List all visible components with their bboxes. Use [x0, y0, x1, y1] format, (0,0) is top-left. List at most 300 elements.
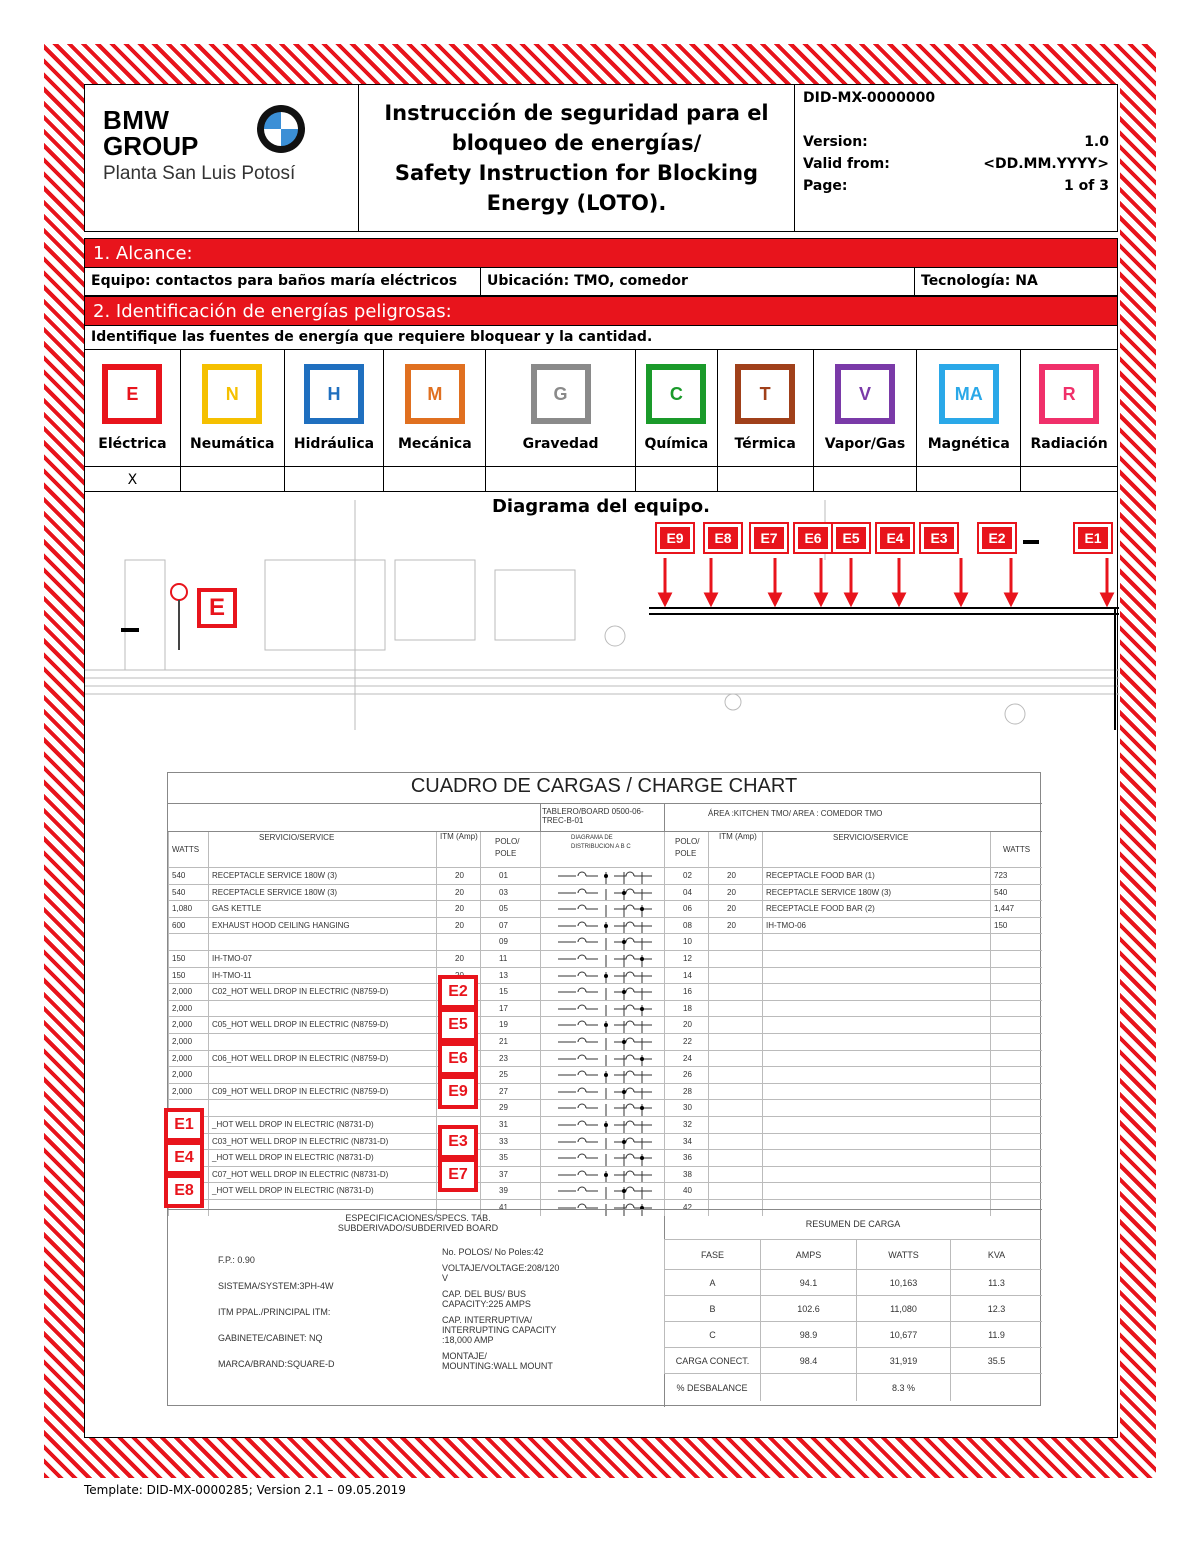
desbalance-label: % DESBALANCE — [676, 1383, 748, 1393]
table-cell — [708, 951, 762, 967]
arrow-head — [1006, 594, 1016, 604]
table-cell: _HOT WELL DROP IN ELECTRIC (N8731-D) — [208, 1117, 436, 1133]
breaker-symbol — [540, 968, 664, 984]
summary-cell: 10,677 — [856, 1322, 950, 1347]
title-line: Instrucción de seguridad para el — [384, 101, 769, 125]
table-cell — [990, 1167, 1042, 1183]
table-cell — [762, 1183, 990, 1199]
table-cell: C07_HOT WELL DROP IN ELECTRIC (N8731-D) — [208, 1167, 436, 1183]
table-cell — [762, 1117, 990, 1133]
table-cell — [990, 1017, 1042, 1033]
table-cell — [990, 1100, 1042, 1116]
table-cell — [708, 1084, 762, 1100]
table-cell: 30 — [664, 1100, 708, 1116]
specs-title: ESPECIFICACIONES/SPECS. TAB. SUBDERIVADO/SUBDERIVED BOARD — [337, 1213, 499, 1233]
energy-label: Química — [644, 436, 709, 452]
summary-row — [664, 1295, 1042, 1321]
table-cell: 32 — [664, 1117, 708, 1133]
header-pole-right: POLO/ POLE — [664, 832, 708, 867]
table-cell: 18 — [664, 1001, 708, 1017]
energy-hidrulica — [285, 350, 385, 491]
table-cell: 540 — [168, 868, 208, 884]
energy-trmica — [718, 350, 814, 491]
table-cell: 600 — [168, 918, 208, 934]
header-distribution: DIAGRAMA DE DISTRIBUCION A B C — [540, 832, 664, 867]
table-cell — [762, 1017, 990, 1033]
spec-item: CAP. INTERRUPTIVA/ INTERRUPTING CAPACITY :18,000 AMP — [442, 1315, 557, 1345]
spec-item: F.P.: 0.90 — [218, 1255, 255, 1265]
spec-item: GABINETE/CABINET: NQ — [218, 1333, 323, 1343]
table-cell — [762, 934, 990, 950]
summary-cell: KVA — [950, 1240, 1042, 1269]
table-cell — [762, 1167, 990, 1183]
energy-symbol-icon: R — [1039, 364, 1099, 424]
doc-id: DID-MX-0000000 — [803, 90, 936, 106]
table-row — [168, 1149, 1042, 1166]
table-row — [168, 884, 1042, 901]
chart-energy-tag: E4 — [164, 1141, 204, 1175]
table-cell — [708, 1200, 762, 1216]
table-cell: 723 — [990, 868, 1042, 884]
chart-energy-tag: E8 — [164, 1174, 204, 1208]
table-row — [168, 1116, 1042, 1133]
table-cell: 37 — [480, 1167, 540, 1183]
arrow-head — [660, 594, 670, 604]
table-cell: 07 — [480, 918, 540, 934]
table-cell: 01 — [480, 868, 540, 884]
table-cell: C09_HOT WELL DROP IN ELECTRIC (N8759-D) — [208, 1084, 436, 1100]
table-cell: 20 — [708, 885, 762, 901]
table-cell: 06 — [664, 901, 708, 917]
energy-mark — [384, 466, 485, 492]
table-cell: 33 — [480, 1134, 540, 1150]
table-cell: 540 — [990, 885, 1042, 901]
table-cell — [762, 951, 990, 967]
table-row — [168, 1016, 1042, 1033]
energy-label: Eléctrica — [98, 436, 167, 452]
table-cell — [708, 984, 762, 1000]
table-cell: 36 — [664, 1150, 708, 1166]
table-row — [168, 950, 1042, 967]
table-cell: 04 — [664, 885, 708, 901]
energy-label: Neumática — [189, 436, 275, 452]
table-cell: 26 — [664, 1067, 708, 1083]
energy-qumica — [636, 350, 718, 491]
desbalance-row — [664, 1373, 1042, 1401]
table-cell: 14 — [664, 968, 708, 984]
table-cell — [990, 984, 1042, 1000]
table-cell — [708, 934, 762, 950]
table-row — [168, 900, 1042, 917]
summary-cell: C — [664, 1322, 760, 1347]
table-cell: 20 — [708, 901, 762, 917]
spec-item: MONTAJE/ MOUNTING:WALL MOUNT — [442, 1351, 553, 1371]
table-cell: 23 — [480, 1051, 540, 1067]
table-cell: RECEPTACLE FOOD BAR (2) — [762, 901, 990, 917]
energy-symbol-icon: V — [835, 364, 895, 424]
arrow-head — [956, 594, 966, 604]
bmw-roundel-icon — [257, 105, 305, 153]
summary-cell: AMPS — [760, 1240, 856, 1269]
table-cell — [990, 1117, 1042, 1133]
plant-name: Planta San Luis Potosí — [103, 163, 296, 184]
table-cell: 150 — [168, 951, 208, 967]
breaker-symbol — [540, 1117, 664, 1133]
energy-mark — [814, 466, 917, 492]
breaker-symbol — [540, 1034, 664, 1050]
instruction-text: Identifique las fuentes de energía que requiere bloquear y la cantidad. — [91, 329, 653, 345]
summary-cell: 11.3 — [950, 1270, 1042, 1295]
table-cell — [708, 1067, 762, 1083]
table-cell: 21 — [480, 1034, 540, 1050]
table-cell: 540 — [168, 885, 208, 901]
spec-item: VOLTAJE/VOLTAGE:208/120 V — [442, 1263, 560, 1283]
energy-point-tag: E1 — [1075, 524, 1111, 552]
energy-magntica — [917, 350, 1021, 491]
table-cell: 09 — [480, 934, 540, 950]
table-cell: 31 — [480, 1117, 540, 1133]
table-cell: 20 — [664, 1017, 708, 1033]
table-cell — [990, 1200, 1042, 1216]
charge-chart — [167, 772, 1041, 1406]
version-label: Version: — [803, 134, 868, 150]
table-cell: 08 — [664, 918, 708, 934]
table-cell: C06_HOT WELL DROP IN ELECTRIC (N8759-D) — [208, 1051, 436, 1067]
breaker-symbol — [540, 934, 664, 950]
table-cell — [762, 968, 990, 984]
energy-point-tag: E5 — [833, 524, 869, 552]
table-cell: 15 — [480, 984, 540, 1000]
table-cell: 10 — [664, 934, 708, 950]
header-watts-right: WATTS — [990, 832, 1042, 867]
energy-symbol-icon: N — [202, 364, 262, 424]
instruction-row — [84, 326, 1118, 350]
table-cell: 20 — [436, 918, 480, 934]
table-cell: 2,000 — [168, 984, 208, 1000]
arrow-head — [706, 594, 716, 604]
energy-symbol-icon: MA — [939, 364, 999, 424]
summary-cell: FASE — [664, 1240, 760, 1269]
valid-value: <DD.MM.YYYY> — [983, 156, 1109, 172]
table-cell: 2,000 — [168, 1067, 208, 1083]
table-cell: C02_HOT WELL DROP IN ELECTRIC (N8759-D) — [208, 984, 436, 1000]
main-energy-tag: E — [197, 588, 237, 628]
energy-symbol-icon: H — [304, 364, 364, 424]
table-row — [168, 1050, 1042, 1067]
energy-label: Mecánica — [397, 436, 472, 452]
desbalance-value: 8.3 % — [856, 1374, 950, 1401]
table-cell: 20 — [436, 885, 480, 901]
energy-point-tag: E4 — [877, 524, 913, 552]
summary-cell: 31,919 — [856, 1348, 950, 1373]
breaker-symbol — [540, 984, 664, 1000]
title-line: Safety Instruction for Blocking — [394, 161, 759, 185]
arrow-head — [846, 594, 856, 604]
energy-gravedad — [486, 350, 636, 491]
table-cell: 38 — [664, 1167, 708, 1183]
table-cell: 03 — [480, 885, 540, 901]
table-cell: 11 — [480, 951, 540, 967]
document-meta — [795, 85, 1117, 231]
table-cell — [708, 1034, 762, 1050]
table-cell: RECEPTACLE SERVICE 180W (3) — [208, 885, 436, 901]
table-cell — [990, 1067, 1042, 1083]
energy-label: Magnética — [927, 436, 1010, 452]
table-row — [168, 933, 1042, 950]
summary-cell: 35.5 — [950, 1348, 1042, 1373]
table-cell: 42 — [664, 1200, 708, 1216]
breaker-symbol — [540, 951, 664, 967]
energy-point-tag: E2 — [979, 524, 1015, 552]
table-cell: 39 — [480, 1183, 540, 1199]
arrow-head — [770, 594, 780, 604]
table-cell: 24 — [664, 1051, 708, 1067]
energy-symbol-icon: M — [405, 364, 465, 424]
summary-title: RESUMEN DE CARGA — [805, 1219, 901, 1229]
summary-cell: 10,163 — [856, 1270, 950, 1295]
header-itm: ITM (Amp) — [436, 832, 480, 867]
energy-radiacin — [1021, 350, 1117, 491]
template-footer: Template: DID-MX-0000285; Version 2.1 – 09.05.2019 — [84, 1483, 406, 1497]
diagram-title: Diagrama del equipo. — [491, 496, 711, 517]
breaker-symbol — [540, 918, 664, 934]
equipment-diagram — [84, 492, 1118, 1438]
table-cell — [990, 1183, 1042, 1199]
table-cell — [708, 968, 762, 984]
table-cell — [762, 1067, 990, 1083]
page-label: Page: — [803, 178, 848, 194]
table-cell — [990, 1051, 1042, 1067]
table-cell: C03_HOT WELL DROP IN ELECTRIC (N8731-D) — [208, 1134, 436, 1150]
logo-group-text: GROUP — [103, 131, 199, 161]
energy-mark — [636, 466, 717, 492]
table-cell: 2,000 — [168, 1034, 208, 1050]
table-cell — [708, 1167, 762, 1183]
energy-label: Vapor/Gas — [824, 436, 906, 452]
chart-energy-tag: E3 — [438, 1125, 478, 1159]
table-cell: 25 — [480, 1067, 540, 1083]
table-cell — [762, 1051, 990, 1067]
table-cell: 20 — [708, 868, 762, 884]
table-cell — [208, 1001, 436, 1017]
breaker-symbol — [540, 885, 664, 901]
energy-types — [84, 350, 1118, 492]
table-cell — [208, 1034, 436, 1050]
table-cell: 41 — [480, 1200, 540, 1216]
breaker-symbol — [540, 901, 664, 917]
spec-item: CAP. DEL BUS/ BUS CAPACITY:225 AMPS — [442, 1289, 531, 1309]
table-cell — [990, 1134, 1042, 1150]
table-cell: 2,000 — [168, 1001, 208, 1017]
table-cell — [762, 1084, 990, 1100]
board-label: TABLERO/BOARD 0500-06-TREC-B-01 — [542, 807, 644, 825]
table-cell — [762, 1001, 990, 1017]
table-row — [168, 1166, 1042, 1183]
table-cell: 17 — [480, 1001, 540, 1017]
breaker-symbol — [540, 1150, 664, 1166]
table-cell: 22 — [664, 1034, 708, 1050]
chart-energy-tag: E7 — [438, 1158, 478, 1192]
table-cell: RECEPTACLE SERVICE 180W (3) — [208, 868, 436, 884]
table-cell — [762, 1134, 990, 1150]
table-row — [168, 1133, 1042, 1150]
table-cell — [762, 1034, 990, 1050]
section-1-title: 1. Alcance: — [84, 238, 1118, 268]
table-cell — [708, 1001, 762, 1017]
table-cell — [708, 1017, 762, 1033]
table-cell: 05 — [480, 901, 540, 917]
table-cell: 20 — [436, 951, 480, 967]
table-cell: 35 — [480, 1150, 540, 1166]
breaker-symbol — [540, 1051, 664, 1067]
table-cell — [168, 934, 208, 950]
table-cell: 13 — [480, 968, 540, 984]
chart-energy-tag: E5 — [438, 1008, 478, 1042]
table-cell — [990, 968, 1042, 984]
table-cell — [990, 1150, 1042, 1166]
energy-vaporgas — [814, 350, 918, 491]
table-row — [168, 917, 1042, 934]
table-cell: 2,000 — [168, 1017, 208, 1033]
table-cell: RECEPTACLE SERVICE 180W (3) — [762, 885, 990, 901]
valid-row — [803, 153, 1109, 175]
energy-mark — [181, 466, 284, 492]
document-title — [359, 85, 795, 231]
summary-cell: 11.9 — [950, 1322, 1042, 1347]
table-cell — [208, 1100, 436, 1116]
table-cell: EXHAUST HOOD CEILING HANGING — [208, 918, 436, 934]
summary-cell: 12.3 — [950, 1296, 1042, 1321]
table-cell: 2,000 — [168, 1084, 208, 1100]
table-cell — [762, 984, 990, 1000]
section-2-title: 2. Identificación de energías peligrosas: — [84, 296, 1118, 326]
version-value: 1.0 — [1084, 134, 1109, 150]
spec-item: MARCA/BRAND:SQUARE-D — [218, 1359, 335, 1369]
table-cell: GAS KETTLE — [208, 901, 436, 917]
table-row — [168, 1099, 1042, 1116]
energy-point-tag: E3 — [921, 524, 957, 552]
table-cell — [208, 934, 436, 950]
breaker-symbol — [540, 1167, 664, 1183]
table-cell — [708, 1051, 762, 1067]
energy-point-tag: E6 — [795, 524, 831, 552]
energy-symbol-icon: C — [646, 364, 706, 424]
table-row — [168, 1000, 1042, 1017]
table-cell: _HOT WELL DROP IN ELECTRIC (N8731-D) — [208, 1150, 436, 1166]
chart-header-row — [168, 831, 1042, 867]
version-row — [803, 131, 1109, 153]
table-cell: 150 — [168, 968, 208, 984]
table-cell — [436, 934, 480, 950]
table-cell: 27 — [480, 1084, 540, 1100]
table-cell: 1,080 — [168, 901, 208, 917]
energy-point-tag: E7 — [751, 524, 787, 552]
document-header — [84, 84, 1118, 232]
table-cell: 20 — [436, 868, 480, 884]
energy-point-tag: E8 — [705, 524, 741, 552]
table-cell: RECEPTACLE FOOD BAR (1) — [762, 868, 990, 884]
table-row — [168, 1033, 1042, 1050]
title-line: Energy (LOTO). — [486, 191, 667, 215]
summary-cell: WATTS — [856, 1240, 950, 1269]
energy-symbol-icon: E — [102, 364, 162, 424]
energy-mark — [718, 466, 813, 492]
technology-field: Tecnología: NA — [921, 273, 1038, 289]
energy-neumtica — [181, 350, 285, 491]
chart-energy-tag: E2 — [438, 975, 478, 1009]
table-cell: 20 — [436, 901, 480, 917]
valid-label: Valid from: — [803, 156, 890, 172]
logo-bmw-text: BMW — [103, 105, 170, 135]
area-label: ÁREA :KITCHEN TMO/ AREA : COMEDOR TMO — [708, 809, 883, 818]
table-cell — [762, 1150, 990, 1166]
energy-label: Gravedad — [522, 436, 599, 452]
table-cell — [990, 1084, 1042, 1100]
header-service-right: SERVICIO/SERVICE — [762, 832, 990, 867]
table-cell: 2,000 — [168, 1051, 208, 1067]
table-cell — [990, 934, 1042, 950]
table-cell: IH-TMO-11 — [208, 968, 436, 984]
table-cell — [708, 1134, 762, 1150]
summary-row — [664, 1239, 1042, 1269]
table-row — [168, 867, 1042, 884]
arrow-head — [894, 594, 904, 604]
arrow-head — [1102, 594, 1112, 604]
table-cell: 40 — [664, 1183, 708, 1199]
equipment-field: Equipo: contactos para baños maría eléctricos — [85, 268, 481, 295]
table-cell: IH-TMO-06 — [762, 918, 990, 934]
arrow-head — [816, 594, 826, 604]
chart-energy-tag: E6 — [438, 1042, 478, 1076]
energy-mecnica — [384, 350, 486, 491]
table-cell: 28 — [664, 1084, 708, 1100]
table-cell — [708, 1117, 762, 1133]
summary-cell: 102.6 — [760, 1296, 856, 1321]
summary-row — [664, 1269, 1042, 1295]
header-itm-right: ITM (Amp) — [708, 832, 762, 867]
page-row — [803, 175, 1109, 197]
spec-item: SISTEMA/SYSTEM:3PH-4W — [218, 1281, 334, 1291]
breaker-symbol — [540, 1183, 664, 1199]
energy-mark — [1021, 466, 1117, 492]
chart-energy-tag: E1 — [164, 1108, 204, 1142]
table-cell: 1,447 — [990, 901, 1042, 917]
table-cell — [990, 951, 1042, 967]
breaker-symbol — [540, 868, 664, 884]
energy-symbol-icon: G — [531, 364, 591, 424]
scope-row — [84, 268, 1118, 296]
table-cell — [208, 1067, 436, 1083]
energy-label: Térmica — [734, 436, 796, 452]
table-cell: 34 — [664, 1134, 708, 1150]
table-cell: 02 — [664, 868, 708, 884]
energy-label: Radiación — [1030, 436, 1108, 452]
table-row — [168, 1083, 1042, 1100]
energy-mark: X — [85, 466, 180, 492]
breaker-symbol — [540, 1100, 664, 1116]
breaker-symbol — [540, 1017, 664, 1033]
table-row — [168, 1066, 1042, 1083]
table-cell — [762, 1200, 990, 1216]
chart-energy-tag: E9 — [438, 1075, 478, 1109]
table-cell: 20 — [708, 918, 762, 934]
energy-mark — [917, 466, 1020, 492]
header-service: SERVICIO/SERVICE — [208, 832, 436, 867]
title-line: bloqueo de energías/ — [451, 131, 702, 155]
table-cell: _HOT WELL DROP IN ELECTRIC (N8731-D) — [208, 1183, 436, 1199]
table-cell: C05_HOT WELL DROP IN ELECTRIC (N8759-D) — [208, 1017, 436, 1033]
header-pole: POLO/ POLE — [480, 832, 540, 867]
